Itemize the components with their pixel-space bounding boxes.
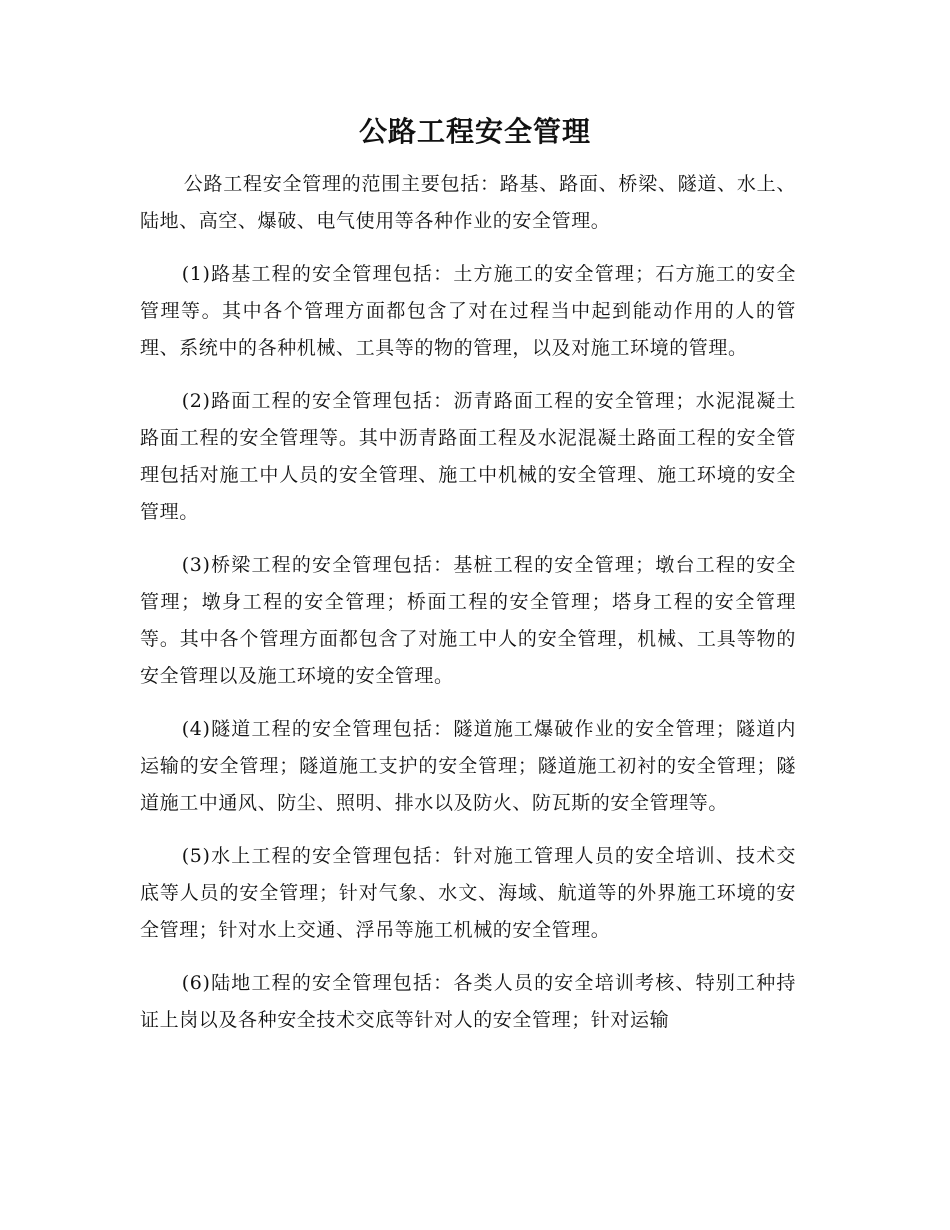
- paragraph-pavement: (2)路面工程的安全管理包括：沥青路面工程的安全管理；水泥混凝土路面工程的安全管理等。其中沥青路面工程及水泥混凝土路面工程的安全管理包括对施工中人员的安全管理、施工中机械的安全管理、施工环境的安全管理。: [140, 390, 796, 523]
- paragraph-land: (6)陆地工程的安全管理包括：各类人员的安全培训考核、特别工种持证上岗以及各种安全技术交底等针对人的安全管理；针对运输: [140, 972, 796, 1031]
- paragraph-tunnel: (4)隧道工程的安全管理包括：隧道施工爆破作业的安全管理；隧道内运输的安全管理；隧道施工支护的安全管理；隧道施工初衬的安全管理；隧道施工中通风、防尘、照明、排水以及防火、防瓦斯的安全管理等。: [140, 718, 796, 814]
- paragraph-water: (5)水上工程的安全管理包括：针对施工管理人员的安全培训、技术交底等人员的安全管理；针对气象、水文、海域、航道等的外界施工环境的安全管理；针对水上交通、浮吊等施工机械的安全管理。: [140, 845, 796, 941]
- document-body: [140, 166, 796, 1055]
- paragraph-intro: 公路工程安全管理的范围主要包括：路基、路面、桥梁、隧道、水上、陆地、高空、爆破、电气使用等各种作业的安全管理。: [140, 173, 796, 232]
- paragraph-roadbed: (1)路基工程的安全管理包括：土方施工的安全管理；石方施工的安全管理等。其中各个管理方面都包含了对在过程当中起到能动作用的人的管理、系统中的各种机械、工具等的物的管理，以及对施工环境的管理。: [140, 263, 796, 359]
- document-title: 公路工程安全管理: [358, 115, 591, 148]
- paragraph-bridge: (3)桥梁工程的安全管理包括：基桩工程的安全管理；墩台工程的安全管理；墩身工程的安全管理；桥面工程的安全管理；塔身工程的安全管理等。其中各个管理方面都包含了对施工中人的安全管理，机械、工具等物的安全管理以及施工环境的安全管理。: [140, 554, 796, 687]
